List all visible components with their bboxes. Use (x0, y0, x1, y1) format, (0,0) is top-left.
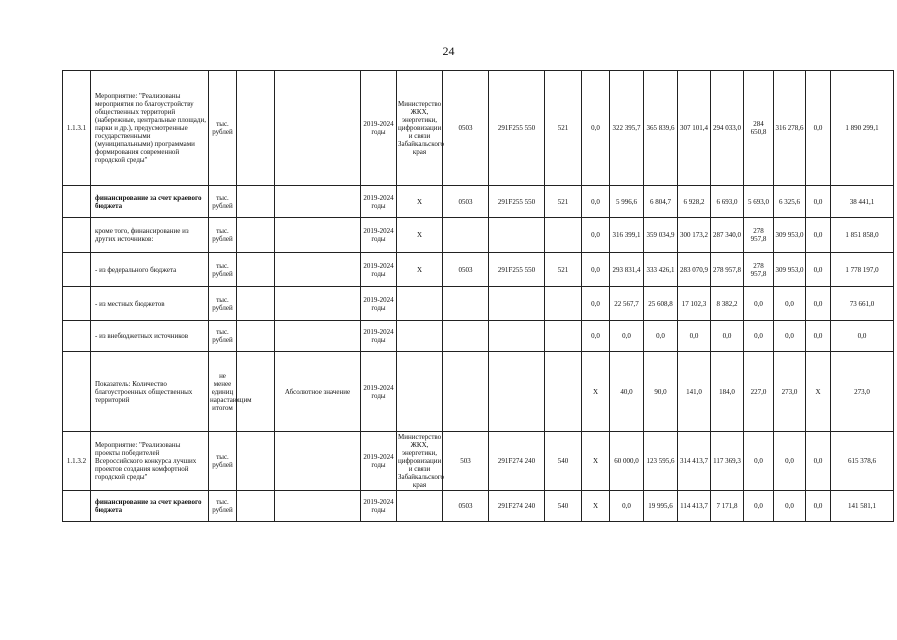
row-blank (237, 432, 275, 491)
row-value: 5 996,6 (610, 186, 644, 218)
row-total: 273,0 (831, 352, 894, 432)
row-value: 0,0 (582, 321, 610, 352)
row-value: 284 650,8 (744, 71, 774, 186)
row-value: 0,0 (806, 321, 831, 352)
row-code-kind (545, 287, 582, 321)
row-indicator-type: Абсолютное значение (275, 352, 361, 432)
row-indicator-type (275, 287, 361, 321)
row-value: 22 567,7 (610, 287, 644, 321)
row-value: X (806, 352, 831, 432)
row-value: 0,0 (774, 491, 806, 522)
row-value: 0,0 (806, 218, 831, 253)
row-blank (237, 218, 275, 253)
row-total: 1 851 858,0 (831, 218, 894, 253)
row-unit: тыс. рублей (209, 218, 237, 253)
row-code-section: 0503 (443, 253, 489, 287)
row-total: 0,0 (831, 321, 894, 352)
table-row (63, 186, 894, 218)
row-total: 1 778 197,0 (831, 253, 894, 287)
row-value: 0,0 (806, 71, 831, 186)
row-code-kind: 521 (545, 71, 582, 186)
row-number (63, 186, 91, 218)
row-value: 0,0 (774, 321, 806, 352)
row-unit: не менее единиц нарастающим итогом (209, 352, 237, 432)
row-value: 0,0 (582, 218, 610, 253)
row-indicator-type (275, 186, 361, 218)
row-value: 0,0 (744, 287, 774, 321)
row-code-kind (545, 352, 582, 432)
row-indicator-type (275, 432, 361, 491)
row-value: 294 033,0 (711, 71, 744, 186)
row-value: 60 000,0 (610, 432, 644, 491)
row-code-section (443, 352, 489, 432)
row-unit: тыс. рублей (209, 71, 237, 186)
row-years: 2019-2024 годы (361, 352, 397, 432)
row-value: 0,0 (644, 321, 678, 352)
row-value: 0,0 (774, 287, 806, 321)
row-code-kind: 540 (545, 432, 582, 491)
row-value: 309 953,0 (774, 218, 806, 253)
row-blank (237, 321, 275, 352)
row-code-target (489, 352, 545, 432)
table-row (63, 432, 894, 491)
row-value: 25 608,8 (644, 287, 678, 321)
row-value: 5 693,0 (744, 186, 774, 218)
row-executor (397, 287, 443, 321)
row-code-section (443, 287, 489, 321)
row-years: 2019-2024 годы (361, 321, 397, 352)
row-value: 114 413,7 (678, 491, 711, 522)
row-value: 123 595,6 (644, 432, 678, 491)
row-value: 7 171,8 (711, 491, 744, 522)
row-years: 2019-2024 годы (361, 287, 397, 321)
row-code-kind: 521 (545, 186, 582, 218)
row-number (63, 253, 91, 287)
row-total: 615 378,6 (831, 432, 894, 491)
row-code-kind: 521 (545, 253, 582, 287)
row-name: кроме того, финансирование из других источников: (91, 218, 209, 253)
row-code-target: 291F255 550 (489, 253, 545, 287)
row-value: 316 278,6 (774, 71, 806, 186)
row-executor: X (397, 253, 443, 287)
budget-table (62, 70, 894, 522)
row-value: 8 382,2 (711, 287, 744, 321)
table-row (63, 287, 894, 321)
row-value: 273,0 (774, 352, 806, 432)
row-value: 0,0 (582, 253, 610, 287)
row-unit: тыс. рублей (209, 491, 237, 522)
row-code-section: 503 (443, 432, 489, 491)
row-years: 2019-2024 годы (361, 71, 397, 186)
row-value: 0,0 (582, 287, 610, 321)
row-years: 2019-2024 годы (361, 186, 397, 218)
row-value: 0,0 (774, 432, 806, 491)
row-number (63, 352, 91, 432)
table-row (63, 253, 894, 287)
row-value: X (582, 491, 610, 522)
row-name: - из местных бюджетов (91, 287, 209, 321)
row-code-kind (545, 321, 582, 352)
row-value: 0,0 (806, 432, 831, 491)
row-code-target: 291F255 550 (489, 186, 545, 218)
row-value: 0,0 (582, 71, 610, 186)
row-value: 184,0 (711, 352, 744, 432)
row-code-target (489, 321, 545, 352)
row-code-kind (545, 218, 582, 253)
row-name: - из федерального бюджета (91, 253, 209, 287)
row-years: 2019-2024 годы (361, 491, 397, 522)
row-value: 6 928,2 (678, 186, 711, 218)
row-years: 2019-2024 годы (361, 218, 397, 253)
table-row (63, 352, 894, 432)
row-value: 278 957,8 (744, 218, 774, 253)
row-name: финансирование за счет краевого бюджета (91, 186, 209, 218)
row-executor: X (397, 218, 443, 253)
row-value: 117 369,3 (711, 432, 744, 491)
row-indicator-type (275, 491, 361, 522)
row-value: 316 399,1 (610, 218, 644, 253)
row-years: 2019-2024 годы (361, 253, 397, 287)
row-executor (397, 321, 443, 352)
row-blank (237, 287, 275, 321)
row-value: 6 804,7 (644, 186, 678, 218)
row-number (63, 218, 91, 253)
row-name: Мероприятие: "Реализованы мероприятия по благоустройству общественных территорий (набережные, центральные площади, парки и др.), предусмотренные государственными (муниципальными) программами формирования современной городской среды" (91, 71, 209, 186)
row-name: Показатель: Количество благоустроенных общественных территорий (91, 352, 209, 432)
row-unit: тыс. рублей (209, 432, 237, 491)
row-blank (237, 352, 275, 432)
row-value: 322 395,7 (610, 71, 644, 186)
table-row (63, 491, 894, 522)
row-value: 0,0 (610, 491, 644, 522)
page-number: 24 (442, 44, 455, 58)
row-value: 0,0 (744, 491, 774, 522)
row-number: 1.1.3.2 (63, 432, 91, 491)
row-value: 0,0 (582, 186, 610, 218)
row-number (63, 287, 91, 321)
row-value: X (582, 432, 610, 491)
row-value: 0,0 (806, 287, 831, 321)
row-value: 0,0 (744, 432, 774, 491)
row-value: 283 070,9 (678, 253, 711, 287)
row-name: Мероприятие: "Реализованы проекты победителей Всероссийского конкурса лучших проектов создания комфортной городской среды" (91, 432, 209, 491)
row-unit: тыс. рублей (209, 321, 237, 352)
row-value: 300 173,2 (678, 218, 711, 253)
row-value: 287 340,0 (711, 218, 744, 253)
row-code-section (443, 218, 489, 253)
row-number (63, 491, 91, 522)
row-code-target (489, 218, 545, 253)
row-total: 38 441,1 (831, 186, 894, 218)
row-number: 1.1.3.1 (63, 71, 91, 186)
row-indicator-type (275, 71, 361, 186)
table-row (63, 218, 894, 253)
row-value: 278 957,8 (744, 253, 774, 287)
row-value: 227,0 (744, 352, 774, 432)
row-executor (397, 491, 443, 522)
row-value: 314 413,7 (678, 432, 711, 491)
row-code-target (489, 287, 545, 321)
row-value: 6 693,0 (711, 186, 744, 218)
row-code-target: 291F255 550 (489, 71, 545, 186)
row-value: 0,0 (610, 321, 644, 352)
row-executor: Министерство ЖКХ, энергетики, цифровизации и связи Забайкальского края (397, 71, 443, 186)
row-code-section: 0503 (443, 491, 489, 522)
row-name: финансирование за счет краевого бюджета (91, 491, 209, 522)
row-blank (237, 71, 275, 186)
row-unit: тыс. рублей (209, 186, 237, 218)
table-row (63, 71, 894, 186)
row-value: 365 839,6 (644, 71, 678, 186)
row-executor (397, 352, 443, 432)
row-value: 359 034,9 (644, 218, 678, 253)
row-value: X (582, 352, 610, 432)
row-value: 278 957,8 (711, 253, 744, 287)
row-blank (237, 491, 275, 522)
row-total: 73 661,0 (831, 287, 894, 321)
row-value: 307 101,4 (678, 71, 711, 186)
row-name: - из внебюджетных источников (91, 321, 209, 352)
row-executor: X (397, 186, 443, 218)
row-value: 0,0 (678, 321, 711, 352)
row-indicator-type (275, 253, 361, 287)
row-years: 2019-2024 годы (361, 432, 397, 491)
row-blank (237, 253, 275, 287)
row-code-section: 0503 (443, 71, 489, 186)
row-value: 17 102,3 (678, 287, 711, 321)
row-value: 333 426,1 (644, 253, 678, 287)
row-total: 1 890 299,1 (831, 71, 894, 186)
row-unit: тыс. рублей (209, 287, 237, 321)
row-indicator-type (275, 321, 361, 352)
row-number (63, 321, 91, 352)
row-value: 0,0 (744, 321, 774, 352)
row-value: 0,0 (806, 491, 831, 522)
row-indicator-type (275, 218, 361, 253)
row-total: 141 581,1 (831, 491, 894, 522)
row-blank (237, 186, 275, 218)
row-value: 293 831,4 (610, 253, 644, 287)
row-value: 0,0 (806, 253, 831, 287)
row-value: 6 325,6 (774, 186, 806, 218)
row-executor: Министерство ЖКХ, энергетики, цифровизации и связи Забайкальского края (398, 433, 445, 489)
row-unit: тыс. рублей (209, 253, 237, 287)
row-code-target: 291F274 240 (489, 432, 545, 491)
row-code-kind: 540 (545, 491, 582, 522)
table-row (63, 321, 894, 352)
row-code-target: 291F274 240 (489, 491, 545, 522)
row-value: 40,0 (610, 352, 644, 432)
row-value: 0,0 (806, 186, 831, 218)
row-value: 141,0 (678, 352, 711, 432)
row-value: 309 953,0 (774, 253, 806, 287)
row-value: 90,0 (644, 352, 678, 432)
row-code-section: 0503 (443, 186, 489, 218)
row-value: 0,0 (711, 321, 744, 352)
row-code-section (443, 321, 489, 352)
row-value: 19 995,6 (644, 491, 678, 522)
